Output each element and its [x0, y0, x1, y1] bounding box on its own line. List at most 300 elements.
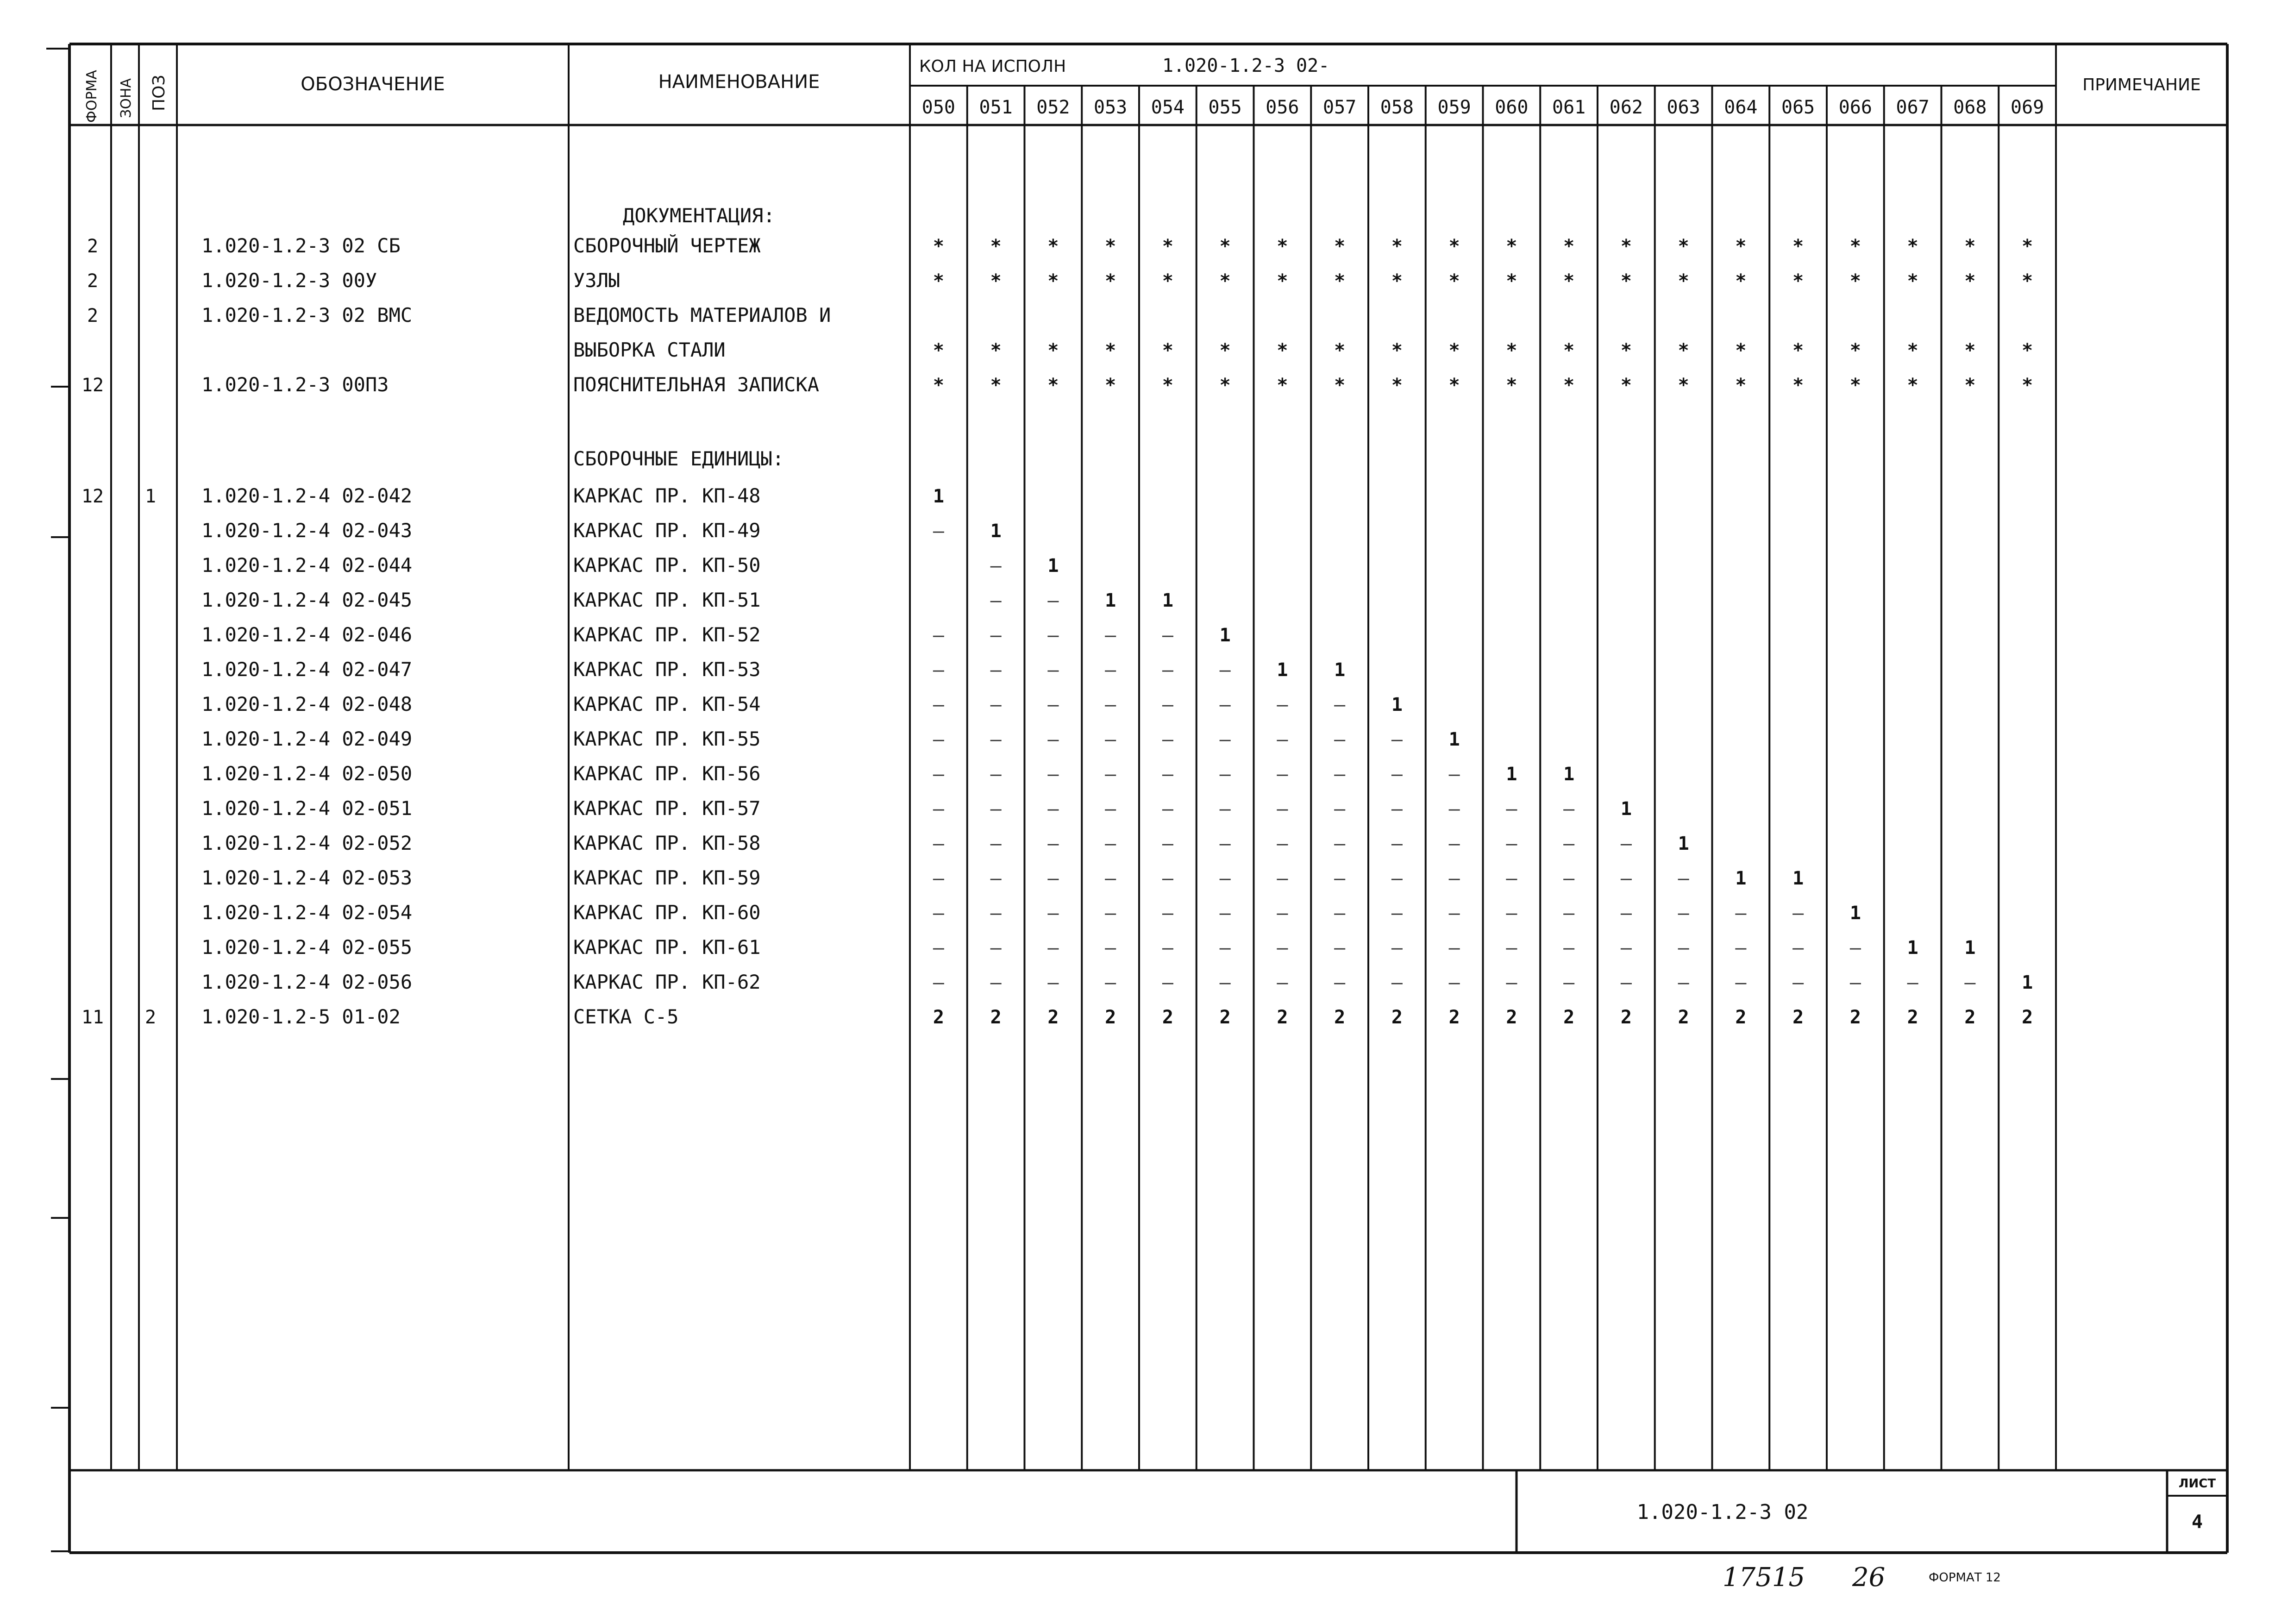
qty-cell: * [1563, 375, 1575, 396]
qty-cell: – [1506, 903, 1517, 924]
row-designation: 1.020-1.2-3 02 СБ [201, 234, 401, 257]
qty-cell: – [1448, 798, 1460, 820]
qty-cell: – [1162, 729, 1173, 750]
qty-cell: – [1907, 972, 1918, 993]
qty-cell: – [1678, 903, 1689, 924]
qty-cell: – [1047, 972, 1059, 993]
qty-cell: * [990, 236, 1002, 257]
row-name: КАРКАС ПР. КП-60 [573, 901, 761, 924]
sheet-label: ЛИСТ [2178, 1477, 2216, 1491]
qty-cell: 2 [1563, 1007, 1575, 1028]
qty-cell: – [1391, 868, 1403, 889]
qty-cell: * [1277, 236, 1288, 257]
qty-cell: – [1277, 868, 1288, 889]
table-row [201, 623, 1231, 646]
qty-cell: * [1678, 270, 1689, 292]
qty-cell: * [1448, 375, 1460, 396]
qty-cell: – [1219, 937, 1231, 959]
qty-cell: – [1506, 798, 1517, 820]
qty-cell: * [1678, 375, 1689, 396]
row-name: КАРКАС ПР. КП-50 [573, 554, 761, 577]
qty-cell: – [1448, 833, 1460, 854]
qty-cell: – [1219, 798, 1231, 820]
row-designation: 1.020-1.2-4 02-042 [201, 484, 413, 507]
qty-cell: 2 [1105, 1007, 1116, 1028]
qty-cell: * [1391, 375, 1403, 396]
qty-cell: – [1563, 868, 1575, 889]
qty-cell: * [933, 375, 944, 396]
row-name: КАРКАС ПР. КП-51 [573, 589, 761, 611]
row-designation: 1.020-1.2-3 02 ВМС [201, 304, 413, 326]
qty-cell: * [1219, 236, 1231, 257]
qty-cell: * [1105, 236, 1116, 257]
row-forma: 2 [87, 236, 99, 257]
qty-cell: – [1391, 798, 1403, 820]
qty-cell: 1 [1563, 764, 1575, 785]
qty-cell: * [2022, 340, 2033, 361]
qty-cell: * [1620, 236, 1632, 257]
qty-cell: 2 [933, 1007, 944, 1028]
qty-cell: – [1105, 659, 1116, 681]
qty-cell: * [933, 340, 944, 361]
variant-header: 062 [1609, 97, 1643, 118]
qty-cell: – [933, 903, 944, 924]
table-row [81, 373, 2033, 396]
header-naimenovanie: НАИМЕНОВАНИЕ [658, 71, 820, 93]
footer [1723, 1562, 2001, 1593]
qty-cell: – [1448, 937, 1460, 959]
qty-cell: 1 [1277, 659, 1288, 681]
qty-cell: 2 [1334, 1007, 1346, 1028]
variant-header: 060 [1495, 97, 1529, 118]
variant-header: 055 [1208, 97, 1242, 118]
qty-cell: 2 [1219, 1007, 1231, 1028]
table-row [201, 693, 1403, 715]
qty-cell: * [1391, 236, 1403, 257]
qty-cell: * [1162, 270, 1173, 292]
row-name: КАРКАС ПР. КП-53 [573, 658, 761, 681]
row-designation: 1.020-1.2-4 02-048 [201, 693, 413, 715]
qty-cell: – [1448, 903, 1460, 924]
qty-cell: – [1334, 833, 1346, 854]
row-name: КАРКАС ПР. КП-62 [573, 971, 761, 993]
row-name: КАРКАС ПР. КП-52 [573, 623, 761, 646]
row-designation: 1.020-1.2-4 02-049 [201, 727, 413, 750]
qty-cell: * [1849, 340, 1861, 361]
row-designation: 1.020-1.2-4 02-053 [201, 866, 413, 889]
qty-cell: – [1047, 659, 1059, 681]
qty-cell: * [1506, 375, 1517, 396]
qty-cell: – [1277, 903, 1288, 924]
row-designation: 1.020-1.2-4 02-044 [201, 554, 413, 577]
qty-cell: – [1620, 833, 1632, 854]
qty-cell: – [1162, 937, 1173, 959]
qty-cell: * [1964, 270, 1976, 292]
title-block-designation: 1.020-1.2-3 02 [1636, 1500, 1809, 1524]
header-kol-label: КОЛ НА ИСПОЛН [919, 57, 1066, 76]
qty-cell: – [990, 555, 1002, 577]
qty-cell: – [1277, 798, 1288, 820]
row-name: ВЫБОРКА СТАЛИ [573, 339, 726, 361]
variant-header: 057 [1323, 97, 1357, 118]
qty-cell: * [1391, 270, 1403, 292]
qty-cell: * [1792, 375, 1804, 396]
qty-cell: 2 [1964, 1007, 1976, 1028]
qty-cell: – [990, 659, 1002, 681]
qty-cell: * [1047, 340, 1059, 361]
table-row [201, 971, 2033, 993]
variant-header: 050 [921, 97, 955, 118]
qty-cell: – [1849, 937, 1861, 959]
qty-cell: – [1219, 729, 1231, 750]
qty-cell: – [1563, 833, 1575, 854]
row-name: ВЕДОМОСТЬ МАТЕРИАЛОВ И [573, 304, 831, 326]
qty-cell: – [1162, 833, 1173, 854]
qty-cell: – [1735, 937, 1747, 959]
table-row [201, 727, 1460, 750]
column-grid [111, 44, 2056, 1470]
qty-cell: 2 [1678, 1007, 1689, 1028]
table-row [201, 866, 1804, 889]
qty-cell: * [1907, 236, 1918, 257]
qty-cell: – [933, 694, 944, 715]
qty-cell: * [1792, 236, 1804, 257]
row-name: КАРКАС ПР. КП-54 [573, 693, 761, 715]
qty-cell: – [1964, 972, 1976, 993]
qty-cell: – [1277, 972, 1288, 993]
qty-cell: – [1334, 729, 1346, 750]
qty-cell: – [990, 868, 1002, 889]
row-forma: 11 [81, 1007, 104, 1028]
qty-cell: – [1105, 729, 1116, 750]
qty-cell: – [1105, 833, 1116, 854]
qty-cell: – [933, 972, 944, 993]
qty-cell: * [1162, 236, 1173, 257]
qty-cell: – [990, 937, 1002, 959]
qty-cell: 2 [990, 1007, 1002, 1028]
qty-cell: – [1563, 903, 1575, 924]
qty-cell: – [990, 729, 1002, 750]
qty-cell: * [1849, 236, 1861, 257]
qty-cell: – [933, 798, 944, 820]
qty-cell: * [1907, 375, 1918, 396]
qty-cell: – [1792, 972, 1804, 993]
variant-header: 064 [1724, 97, 1758, 118]
section-documentation: ДОКУМЕНТАЦИЯ: [623, 204, 775, 227]
qty-cell: * [1849, 375, 1861, 396]
row-designation: 1.020-1.2-4 02-045 [201, 589, 413, 611]
qty-cell: – [933, 625, 944, 646]
qty-cell: 2 [1620, 1007, 1632, 1028]
qty-cell: – [1277, 937, 1288, 959]
variant-header: 067 [1896, 97, 1930, 118]
qty-cell: – [1334, 764, 1346, 785]
qty-cell: * [1620, 270, 1632, 292]
table-row [87, 234, 2033, 257]
qty-cell: * [1735, 270, 1747, 292]
qty-cell: – [1678, 972, 1689, 993]
qty-cell: 2 [1849, 1007, 1861, 1028]
qty-cell: * [1105, 340, 1116, 361]
qty-cell: – [933, 868, 944, 889]
variant-header: 061 [1552, 97, 1586, 118]
qty-cell: 1 [1964, 937, 1976, 959]
qty-cell: * [1563, 236, 1575, 257]
qty-cell: * [1334, 236, 1346, 257]
variant-header: 053 [1094, 97, 1128, 118]
row-designation: 1.020-1.2-4 02-055 [201, 936, 413, 959]
qty-cell: * [1735, 375, 1747, 396]
qty-cell: – [1219, 764, 1231, 785]
row-designation: 1.020-1.2-4 02-043 [201, 519, 413, 542]
variant-header: 058 [1380, 97, 1414, 118]
qty-cell: – [1047, 868, 1059, 889]
qty-cell: – [1047, 903, 1059, 924]
qty-cell: – [1334, 798, 1346, 820]
qty-cell: 2 [1391, 1007, 1403, 1028]
qty-cell: – [933, 937, 944, 959]
qty-cell: – [1391, 937, 1403, 959]
row-designation: 1.020-1.2-3 00У [201, 269, 377, 292]
qty-cell: – [1047, 833, 1059, 854]
row-designation: 1.020-1.2-5 01-02 [201, 1005, 401, 1028]
qty-cell: * [1849, 270, 1861, 292]
qty-cell: – [1678, 937, 1689, 959]
qty-cell: – [1105, 972, 1116, 993]
row-name: СЕТКА С-5 [573, 1005, 679, 1028]
qty-cell: – [1047, 694, 1059, 715]
row-name: УЗЛЫ [573, 269, 620, 292]
qty-cell: – [1391, 729, 1403, 750]
variant-header: 068 [1953, 97, 1987, 118]
row-designation: 1.020-1.2-4 02-052 [201, 832, 413, 854]
table-row [201, 519, 1002, 542]
table-row [81, 484, 944, 507]
qty-cell: * [1219, 375, 1231, 396]
qty-cell: * [1219, 270, 1231, 292]
qty-cell: * [1907, 340, 1918, 361]
qty-cell: – [990, 972, 1002, 993]
qty-cell: – [1448, 972, 1460, 993]
variant-header: 051 [979, 97, 1013, 118]
row-name: КАРКАС ПР. КП-55 [573, 727, 761, 750]
qty-cell: * [1448, 236, 1460, 257]
qty-cell: – [1047, 729, 1059, 750]
row-name: ПОЯСНИТЕЛЬНАЯ ЗАПИСКА [573, 373, 820, 396]
handwritten-number: 17515 [1723, 1562, 1805, 1593]
qty-cell: – [1219, 659, 1231, 681]
qty-cell: 2 [1162, 1007, 1173, 1028]
qty-cell: – [1563, 972, 1575, 993]
handwritten-count: 26 [1852, 1562, 1886, 1593]
table-row [87, 304, 831, 326]
qty-cell: – [1162, 798, 1173, 820]
qty-cell: 1 [933, 486, 944, 507]
row-name: КАРКАС ПР. КП-61 [573, 936, 761, 959]
qty-cell: * [1907, 270, 1918, 292]
variant-header: 069 [2011, 97, 2044, 118]
qty-cell: * [1792, 270, 1804, 292]
row-name: СБОРОЧНЫЙ ЧЕРТЕЖ [573, 234, 761, 257]
qty-cell: * [1162, 340, 1173, 361]
qty-cell: – [1219, 868, 1231, 889]
qty-cell: – [990, 625, 1002, 646]
qty-cell: – [1391, 903, 1403, 924]
qty-cell: 1 [1105, 590, 1116, 611]
qty-cell: – [933, 520, 944, 542]
qty-cell: – [1105, 694, 1116, 715]
qty-cell: – [1047, 764, 1059, 785]
table-row [201, 589, 1173, 611]
qty-cell: * [1448, 270, 1460, 292]
qty-cell: – [1620, 903, 1632, 924]
qty-cell: * [1047, 236, 1059, 257]
row-designation: 1.020-1.2-4 02-046 [201, 623, 413, 646]
row-forma: 2 [87, 305, 99, 326]
qty-cell: – [1105, 798, 1116, 820]
qty-cell: – [933, 833, 944, 854]
qty-cell: – [1735, 903, 1747, 924]
qty-cell: * [1678, 236, 1689, 257]
qty-cell: – [1334, 694, 1346, 715]
table-row [573, 339, 2033, 361]
qty-cell: – [1047, 590, 1059, 611]
qty-cell: * [1506, 340, 1517, 361]
row-name: КАРКАС ПР. КП-49 [573, 519, 761, 542]
qty-cell: * [1277, 375, 1288, 396]
qty-cell: – [933, 729, 944, 750]
qty-cell: – [1334, 903, 1346, 924]
qty-cell: * [1506, 236, 1517, 257]
table-row [201, 832, 1689, 854]
qty-cell: 2 [1735, 1007, 1747, 1028]
variant-header: 066 [1838, 97, 1872, 118]
header-oboznachenie: ОБОЗНАЧЕНИЕ [301, 74, 445, 95]
qty-cell: – [1735, 972, 1747, 993]
qty-cell: – [1563, 937, 1575, 959]
qty-cell: – [1334, 868, 1346, 889]
qty-cell: * [1735, 236, 1747, 257]
qty-cell: – [1792, 903, 1804, 924]
qty-cell: – [990, 694, 1002, 715]
qty-cell: 2 [2022, 1007, 2033, 1028]
qty-cell: * [1620, 375, 1632, 396]
section-assemblies: СБОРОЧНЫЕ ЕДИНИЦЫ: [573, 447, 784, 470]
qty-cell: – [933, 659, 944, 681]
qty-cell: – [1448, 764, 1460, 785]
variant-header: 054 [1151, 97, 1184, 118]
header-forma: ФОРМА [84, 70, 100, 123]
qty-cell: – [1391, 833, 1403, 854]
qty-cell: – [1105, 625, 1116, 646]
row-poz: 1 [144, 486, 157, 507]
specification-rows [81, 234, 2033, 1028]
table-row [87, 269, 2033, 292]
row-poz: 2 [144, 1007, 157, 1028]
qty-cell: 1 [1219, 625, 1231, 646]
qty-cell: – [1219, 694, 1231, 715]
qty-cell: 1 [2022, 972, 2033, 993]
header-primechanie: ПРИМЕЧАНИЕ [2082, 75, 2201, 94]
qty-cell: – [1277, 833, 1288, 854]
qty-cell: – [1620, 937, 1632, 959]
qty-cell: * [1277, 340, 1288, 361]
row-name: КАРКАС ПР. КП-59 [573, 866, 761, 889]
qty-cell: * [1162, 375, 1173, 396]
qty-cell: – [1105, 868, 1116, 889]
qty-cell: – [990, 764, 1002, 785]
qty-cell: * [1506, 270, 1517, 292]
qty-cell: – [1105, 764, 1116, 785]
qty-cell: * [1334, 375, 1346, 396]
qty-cell: 1 [1907, 937, 1918, 959]
qty-cell: – [1563, 798, 1575, 820]
qty-cell: – [1792, 937, 1804, 959]
qty-cell: 1 [1391, 694, 1403, 715]
qty-cell: 1 [1792, 868, 1804, 889]
header-poz: ПОЗ [150, 75, 169, 111]
qty-cell: – [1047, 625, 1059, 646]
variant-header: 065 [1781, 97, 1815, 118]
header-zona: ЗОНА [118, 78, 134, 118]
qty-cell: – [1105, 937, 1116, 959]
row-name: КАРКАС ПР. КП-58 [573, 832, 761, 854]
variant-header: 052 [1036, 97, 1070, 118]
qty-cell: * [990, 270, 1002, 292]
title-block [1637, 1477, 2216, 1533]
qty-cell: – [1620, 972, 1632, 993]
qty-cell: 1 [1334, 659, 1346, 681]
qty-cell: * [1620, 340, 1632, 361]
qty-cell: – [1678, 868, 1689, 889]
row-forma: 12 [81, 486, 104, 507]
qty-cell: * [1277, 270, 1288, 292]
table-row [81, 1005, 2033, 1028]
qty-cell: – [1506, 833, 1517, 854]
qty-cell: – [1047, 798, 1059, 820]
qty-cell: – [1448, 868, 1460, 889]
qty-cell: * [1105, 270, 1116, 292]
qty-cell: * [1334, 270, 1346, 292]
qty-cell: – [1334, 937, 1346, 959]
qty-cell: * [1964, 236, 1976, 257]
qty-cell: – [1391, 972, 1403, 993]
qty-cell: – [1047, 937, 1059, 959]
qty-cell: 1 [1162, 590, 1173, 611]
qty-cell: 1 [1448, 729, 1460, 750]
qty-cell: – [1506, 868, 1517, 889]
sheet-number: 4 [2191, 1511, 2203, 1533]
qty-cell: 2 [1277, 1007, 1288, 1028]
row-designation: 1.020-1.2-4 02-047 [201, 658, 413, 681]
table-row [201, 901, 1861, 924]
qty-cell: 1 [1735, 868, 1747, 889]
qty-cell: * [1964, 375, 1976, 396]
qty-cell: – [1277, 729, 1288, 750]
row-designation: 1.020-1.2-4 02-056 [201, 971, 413, 993]
qty-cell: * [1105, 375, 1116, 396]
qty-cell: – [1219, 903, 1231, 924]
qty-cell: * [1563, 270, 1575, 292]
row-designation: 1.020-1.2-3 00ПЗ [201, 373, 389, 396]
qty-cell: – [1277, 694, 1288, 715]
qty-cell: * [933, 270, 944, 292]
qty-cell: * [1448, 340, 1460, 361]
variant-header: 056 [1266, 97, 1299, 118]
qty-cell: – [1506, 972, 1517, 993]
qty-cell: 1 [1047, 555, 1059, 577]
qty-cell: – [990, 833, 1002, 854]
